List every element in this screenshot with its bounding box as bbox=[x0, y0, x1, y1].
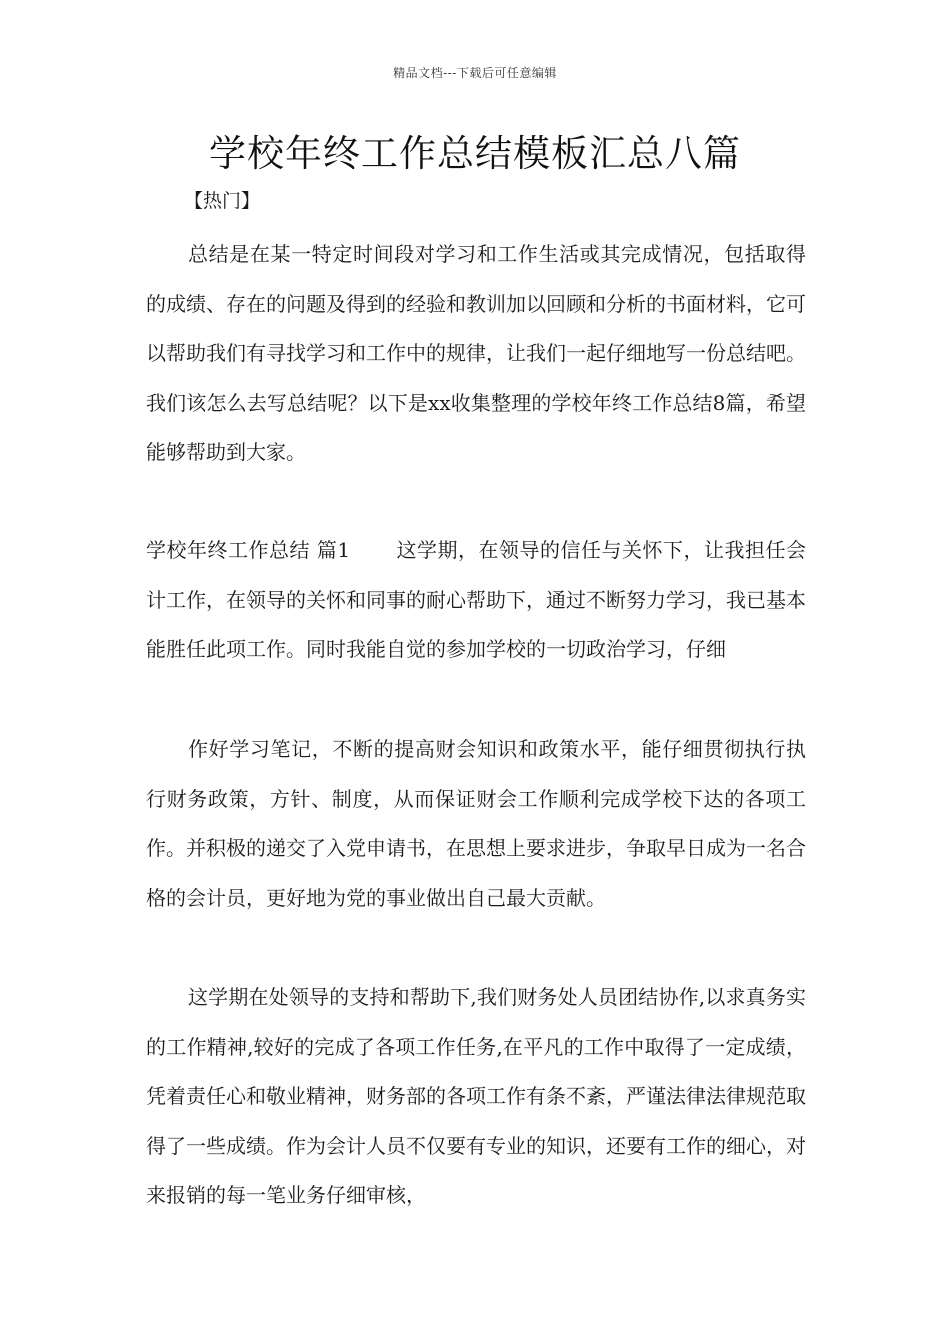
header-note: 精品文档---下载后可任意编辑 bbox=[393, 66, 557, 80]
body-paragraph-3 bbox=[146, 973, 806, 1221]
section-1-heading: 学校年终工作总结 篇1 bbox=[146, 538, 351, 562]
paragraph-text: 这学期在处领导的支持和帮助下,我们财务处人员团结协作,以求真务实的工作精神,较好的完成了各项工作任务,在平凡的工作中取得了一定成绩，凭着责任心和敬业精神，财务部的各项工作有条不紊，严谨法律法律规范取得了一些成绩。作为会计人员不仅要有专业的知识，还要有工作的细心，对来报销的每一笔业务仔细审核， bbox=[146, 985, 806, 1207]
hot-tag: 【热门】 bbox=[184, 190, 261, 212]
section-1 bbox=[146, 526, 806, 675]
section-1-text: 这学期，在领导的信任与关怀下，让我担任会计工作，在领导的关怀和同事的耐心帮助下，通过不断努力学习，我已基本能胜任此项工作。同时我能自觉的参加学校的一切政治学习，仔细 bbox=[146, 538, 806, 661]
section-1-paragraph bbox=[146, 526, 806, 675]
body-paragraph-2 bbox=[146, 725, 806, 923]
intro-paragraph bbox=[146, 230, 806, 478]
paragraph-text: 作好学习笔记，不断的提高财会知识和政策水平，能仔细贯彻执行执行财务政策，方针、制度，从而保证财会工作顺利完成学校下达的各项工作。并积极的递交了入党申请书，在思想上要求进步，争取早日成为一名合格的会计员，更好地为党的事业做出自己最大贡献。 bbox=[146, 737, 806, 910]
intro-text: 总结是在某一特定时间段对学习和工作生活或其完成情况，包括取得的成绩、存在的问题及得到的经验和教训加以回顾和分析的书面材料，它可以帮助我们有寻找学习和工作中的规律，让我们一起仔细地写一份总结吧。我们该怎么去写总结呢？以下是xx收集整理的学校年终工作总结8篇，希望能够帮助到大家。 bbox=[146, 242, 806, 464]
document-title: 学校年终工作总结模板汇总八篇 bbox=[209, 132, 741, 175]
